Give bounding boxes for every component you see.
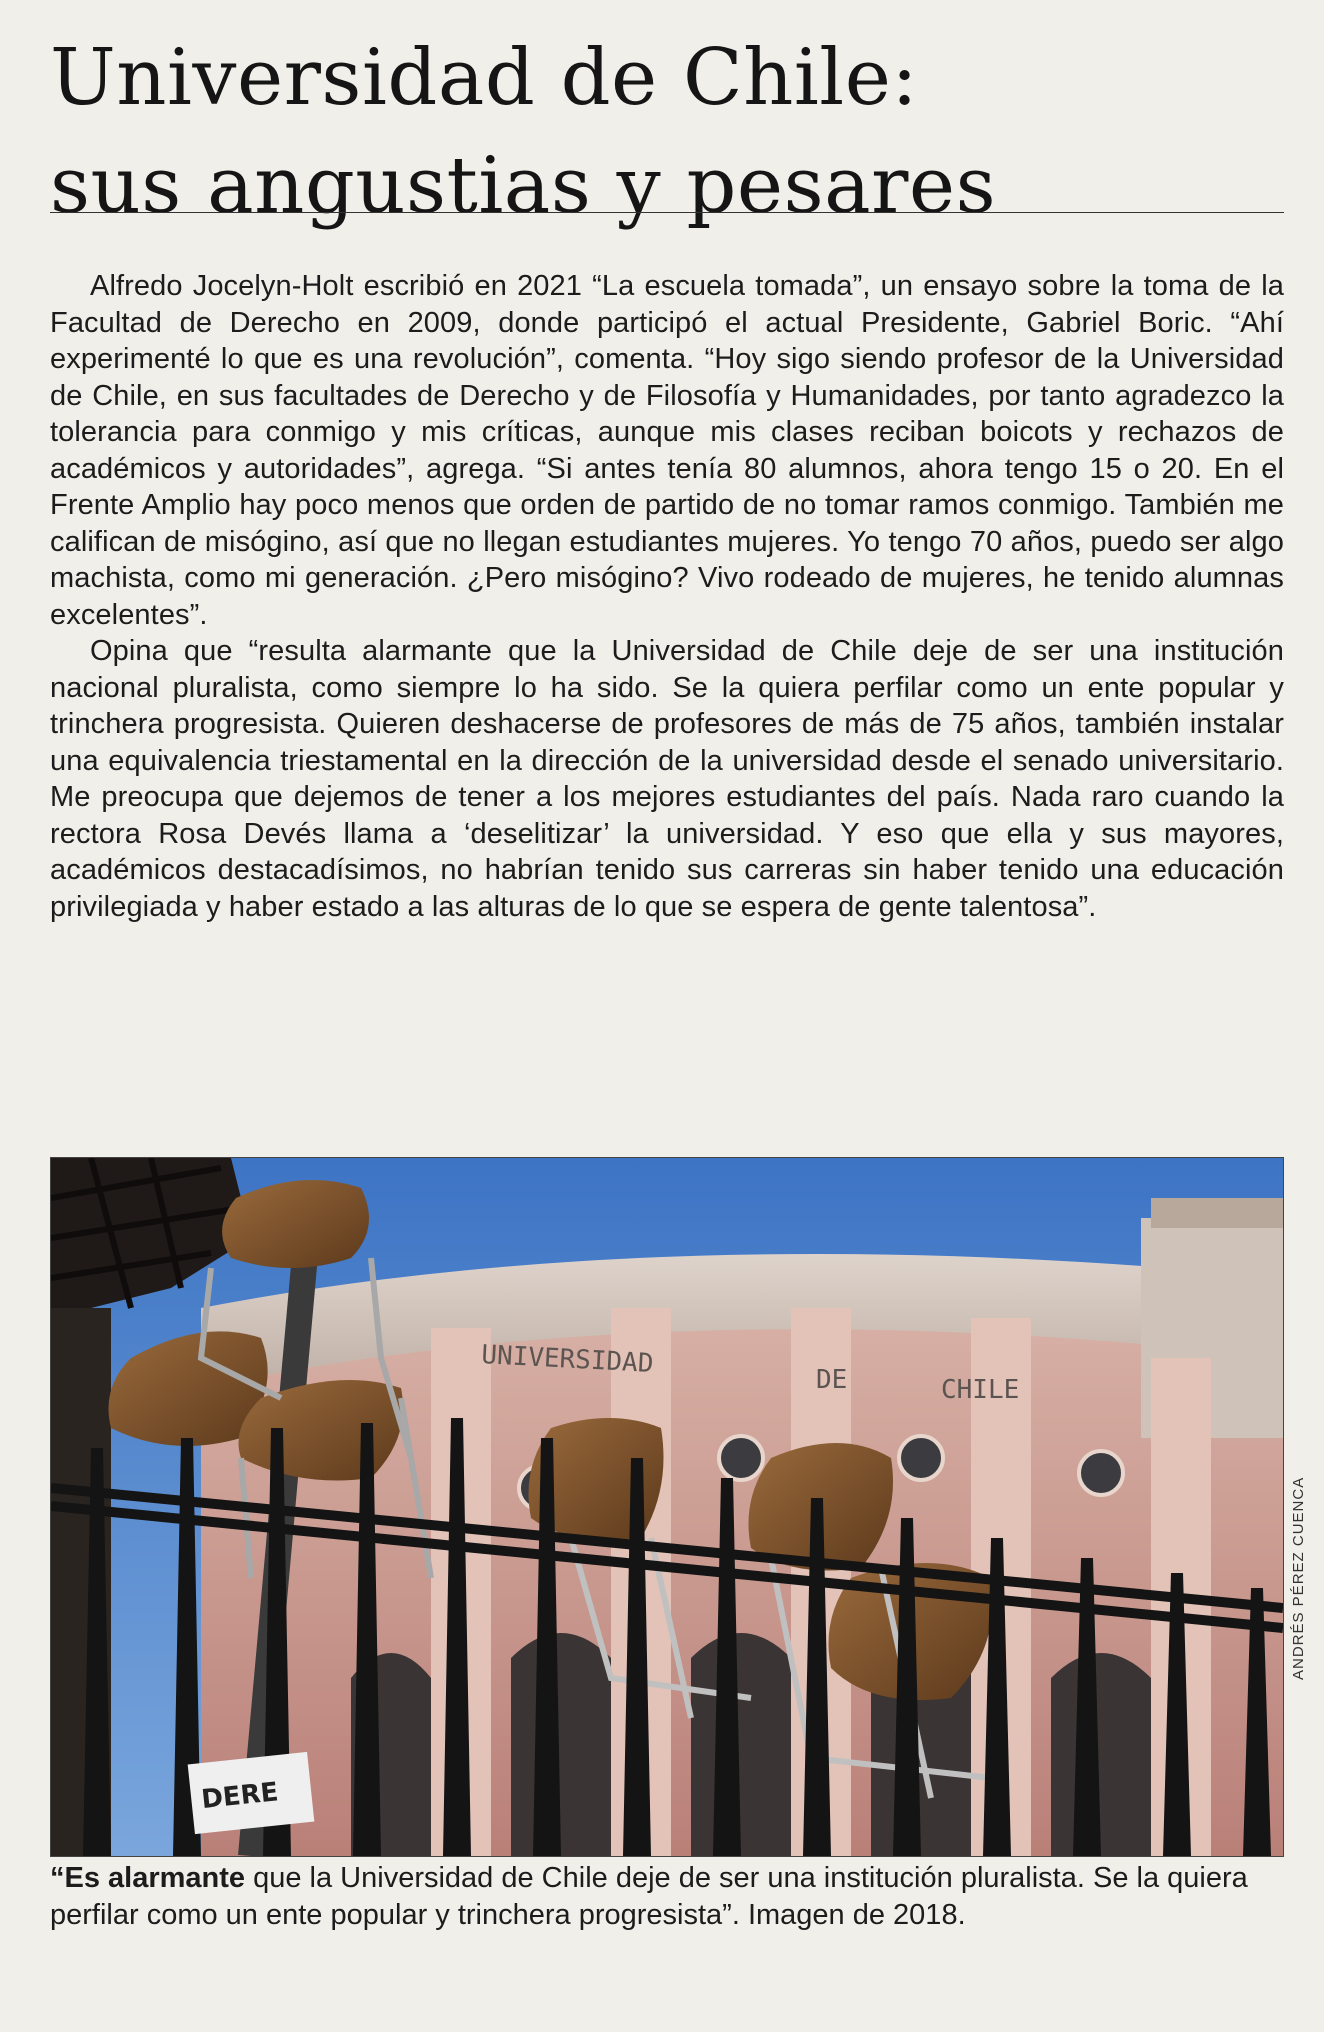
caption-lead: “Es alarmante — [50, 1862, 246, 1894]
headline-line-2: sus angustias y pesares — [50, 141, 997, 231]
photo-banner-text: DERE — [199, 1777, 280, 1816]
article-page — [50, 0, 1307, 2032]
building-sign-de: DE — [816, 1365, 848, 1395]
caption-text: que la Universidad de Chile deje de ser una institución pluralista. Se la quiera perfilar como un ente popular y trinchera progresista”. Imagen de 2018. — [50, 1862, 1248, 1931]
article-paragraph-2: Opina que “resulta alarmante que la Universidad de Chile deje de ser una institución nacional pluralista, como siempre lo ha sido. Se la quiera perfilar como un ente popular y trinchera progresista. Quieren deshacerse de profesores de más de 75 años, también instalar una equivalencia triestamental en la dirección de la universidad desde el senado universitario. Me preocupa que dejemos de tener a los mejores estudiantes del país. Nada raro cuando la rectora Rosa Devés llama a ‘deselitizar’ la universidad. Y eso que ella y sus mayores, académicos destacadísimos, no habrían tenido sus carreras sin haber tenido una educación privilegiada y haber estado a las alturas de lo que se espera de gente talentosa”. — [50, 635, 1284, 923]
headline-rule — [50, 212, 1284, 213]
building-sign-chile: CHILE — [941, 1375, 1020, 1405]
headline-line-1: Universidad de Chile: — [50, 33, 919, 123]
article-paragraph-1: Alfredo Jocelyn-Holt escribió en 2021 “La escuela tomada”, un ensayo sobre la toma de la Facultad de Derecho en 2009, donde participó el actual Presidente, Gabriel Boric. “Ahí experimenté lo que es una revolución”, comenta. “Hoy sigo siendo profesor de la Universidad de Chile, en sus facultades de Derecho y de Filosofía y Humanidades, por tanto agradezco la tolerancia para conmigo y mis críticas, aunque mis clases reciban boicots y rechazos de académicos y autoridades”, agrega. “Si antes tenía 80 alumnos, ahora tengo 15 o 20. En el Frente Amplio hay poco menos que orden de partido de no tomar ramos conmigo. También me califican de misógino, así que no llegan estudiantes mujeres. Yo tengo 70 años, puedo ser algo machista, como mi generación. ¿Pero misógino? Vivo rodeado de mujeres, he tenido alumnas excelentes”. — [50, 270, 1284, 631]
building-sign-universidad: UNIVERSIDAD — [480, 1340, 655, 1380]
photo-credit: ANDRÉS PÉREZ CUENCA — [1290, 1476, 1307, 1680]
article-headline — [50, 24, 1284, 240]
article-photo — [50, 1157, 1284, 1857]
photo-caption — [50, 1860, 1284, 1934]
article-body — [50, 268, 1284, 925]
